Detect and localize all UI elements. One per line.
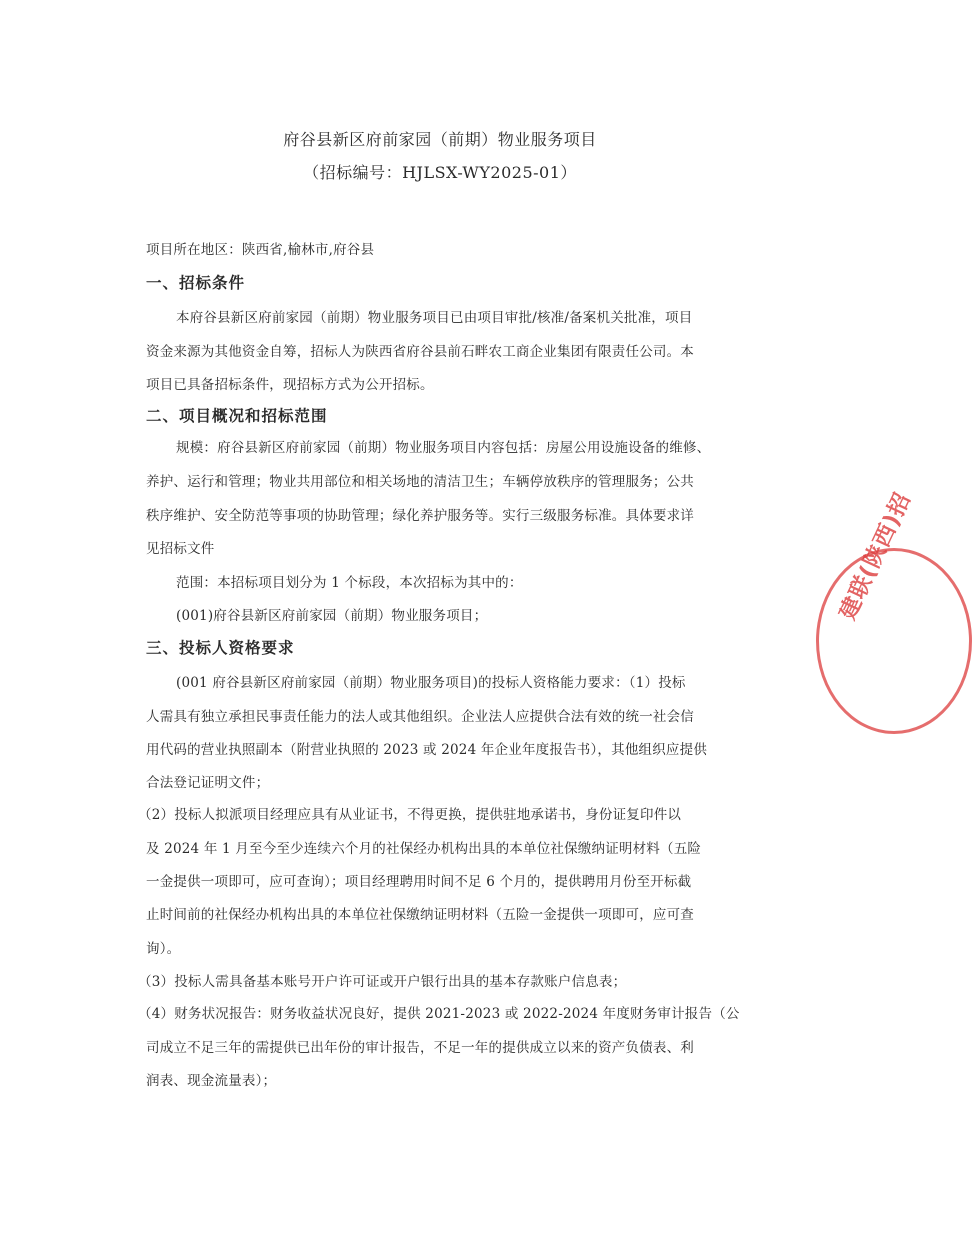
paragraph-line: 本府谷县新区府前家园（前期）物业服务项目已由项目审批/核准/备案机关批准，项目 <box>176 310 693 326</box>
paragraph-line: 见招标文件 <box>146 541 215 557</box>
paragraph-line: （2）投标人拟派项目经理应具有从业证书，不得更换，提供驻地承诺书，身份证复印件以 <box>138 807 682 823</box>
paragraph-line: 询）。 <box>146 941 181 957</box>
paragraph-line: 项目已具备招标条件，现招标方式为公开招标。 <box>146 377 434 393</box>
project-region: 项目所在地区：陕西省,榆林市,府谷县 <box>146 242 375 258</box>
paragraph-line: 人需具有独立承担民事责任能力的法人或其他组织。企业法人应提供合法有效的统一社会信 <box>146 709 694 725</box>
paragraph-line: 秩序维护、安全防范等事项的协助管理；绿化养护服务等。实行三级服务标准。具体要求详 <box>146 508 694 524</box>
paragraph-line: (001 府谷县新区府前家园（前期）物业服务项目)的投标人资格能力要求：（1）投标 <box>176 675 686 691</box>
paragraph-line: (001)府谷县新区府前家园（前期）物业服务项目； <box>176 608 488 624</box>
paragraph-line: 资金来源为其他资金自筹，招标人为陕西省府谷县前石畔农工商企业集团有限责任公司。本 <box>146 344 694 360</box>
paragraph-line: （3）投标人需具备基本账号开户许可证或开户银行出具的基本存款账户信息表； <box>138 974 627 990</box>
paragraph-line: 润表、现金流量表）； <box>146 1073 277 1089</box>
paragraph-line: 一金提供一项即可，应可查询）；项目经理聘用时间不足 6 个月的，提供聘用月份至开标截 <box>146 874 692 890</box>
section-heading-overview: 二、项目概况和招标范围 <box>146 407 328 425</box>
paragraph-line: 合法登记证明文件； <box>146 775 270 791</box>
paragraph-line: 养护、运行和管理；物业共用部位和相关场地的清洁卫生；车辆停放秩序的管理服务；公共 <box>146 474 694 490</box>
paragraph-line: 范围：本招标项目划分为 1 个标段，本次招标为其中的： <box>176 575 523 591</box>
document-title: 府谷县新区府前家园（前期）物业服务项目 <box>283 130 597 149</box>
section-heading-qualifications: 三、投标人资格要求 <box>146 639 295 657</box>
paragraph-line: 及 2024 年 1 月至今至少连续六个月的社保经办机构出具的本单位社保缴纳证明材料（五险 <box>146 841 702 857</box>
paragraph-line: 司成立不足三年的需提供已出年份的审计报告，不足一年的提供成立以来的资产负债表、利 <box>146 1040 694 1056</box>
tender-code: （招标编号：HJLSX-WY2025-01） <box>303 163 577 182</box>
company-seal <box>816 488 972 734</box>
seal-text: 建联(陕西)招 <box>835 488 917 624</box>
paragraph-line: （4）财务状况报告：财务收益状况良好，提供 2021-2023 或 2022-2024 年度财务审计报告（公 <box>138 1006 740 1022</box>
paragraph-line: 用代码的营业执照副本（附营业执照的 2023 或 2024 年企业年度报告书），其他组织应提供 <box>146 742 708 758</box>
paragraph-line: 规模：府谷县新区府前家园（前期）物业服务项目内容包括：房屋公用设施设备的维修、 <box>176 440 711 456</box>
section-heading-conditions: 一、招标条件 <box>146 274 246 292</box>
paragraph-line: 止时间前的社保经办机构出具的本单位社保缴纳证明材料（五险一金提供一项即可，应可查 <box>146 907 694 923</box>
